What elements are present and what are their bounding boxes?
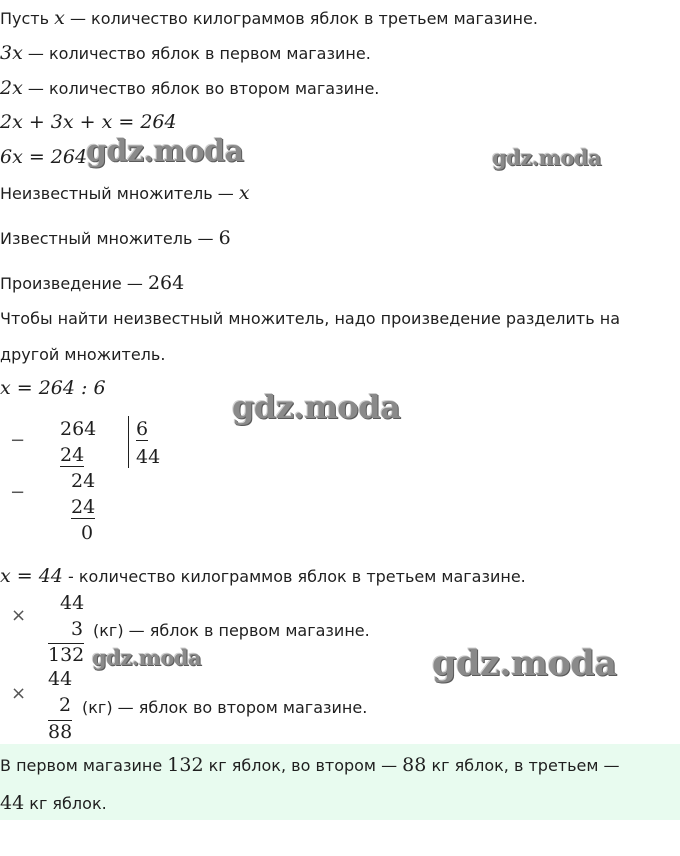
math-variable: x: [238, 182, 250, 204]
math-expression: 3x: [0, 42, 23, 64]
math-number: 44: [0, 792, 25, 814]
watermark-logo: gdz.moda: [86, 134, 244, 169]
text-segment: кг яблок.: [24, 794, 107, 813]
answer-block: [0, 744, 680, 820]
text-segment: — количество килограммов яблок в третьем магазине.: [64, 9, 538, 28]
math-expression: 2x: [0, 77, 23, 99]
rule-line-1: Чтобы найти неизвестный множитель, надо произведение разделить на: [0, 309, 621, 328]
product-line: [0, 272, 184, 295]
text-segment: Пусть: [0, 9, 55, 28]
division-bar: [128, 416, 129, 468]
text-segment: Известный множитель —: [0, 229, 219, 248]
times-sign: ×: [11, 683, 27, 704]
minus-sign: −: [10, 482, 26, 503]
rule-line-2: другой множитель.: [0, 345, 166, 364]
equation-sum: 2x + 3x + x = 264: [0, 111, 177, 133]
unknown-factor-line: [0, 182, 250, 205]
text-segment: Неизвестный множитель —: [0, 184, 239, 203]
math-number: 6: [218, 227, 231, 249]
product: 132: [48, 644, 85, 666]
remainder-1: 24: [71, 470, 96, 492]
text-segment: В первом магазине: [0, 756, 168, 775]
result-line: [0, 565, 526, 588]
equation-simplified: 6x = 264: [0, 146, 88, 168]
final-remainder: 0: [81, 522, 94, 544]
problem-line-3: [0, 77, 379, 100]
text-segment: Произведение —: [0, 274, 148, 293]
subtrahend-2: 24: [71, 496, 96, 518]
answer-line-1: [0, 754, 620, 777]
subtrahend-1: 24: [60, 444, 85, 466]
answer-line-2: [0, 792, 107, 815]
multiplier: 2: [59, 694, 72, 716]
math-number: 88: [402, 754, 427, 776]
text-segment: - количество килограммов яблок в третьем магазине.: [62, 567, 526, 586]
math-expression: x = 44: [0, 565, 63, 587]
text-segment: — количество яблок во втором магазине.: [22, 79, 380, 98]
math-variable: x: [54, 7, 65, 29]
quotient: 44: [136, 446, 161, 468]
multiplicand: 44: [48, 668, 73, 690]
math-number: 132: [167, 754, 204, 776]
watermark-logo: gdz.moda: [92, 645, 202, 670]
divisor: 6: [136, 418, 149, 440]
product: 88: [48, 721, 73, 743]
text-segment: кг яблок, в третьем —: [426, 756, 620, 775]
text-segment: — количество яблок в первом магазине.: [22, 44, 371, 63]
equation-division: x = 264 : 6: [0, 377, 106, 399]
multiplication-note: (кг) — яблок в первом магазине.: [93, 621, 370, 640]
multiplier: 3: [71, 618, 84, 640]
watermark-logo: gdz.moda: [232, 388, 401, 426]
problem-line-1: [0, 7, 538, 30]
multiplicand: 44: [60, 592, 85, 614]
watermark-logo: gdz.moda: [492, 145, 602, 170]
dividend: 264: [60, 418, 97, 440]
text-segment: кг яблок, во втором —: [203, 756, 403, 775]
problem-line-2: [0, 42, 371, 65]
times-sign: ×: [11, 605, 27, 626]
multiplication-note: (кг) — яблок во втором магазине.: [82, 698, 368, 717]
minus-sign: −: [10, 430, 26, 451]
math-number: 264: [147, 272, 185, 294]
known-factor-line: [0, 227, 231, 250]
watermark-logo: gdz.moda: [432, 643, 617, 684]
